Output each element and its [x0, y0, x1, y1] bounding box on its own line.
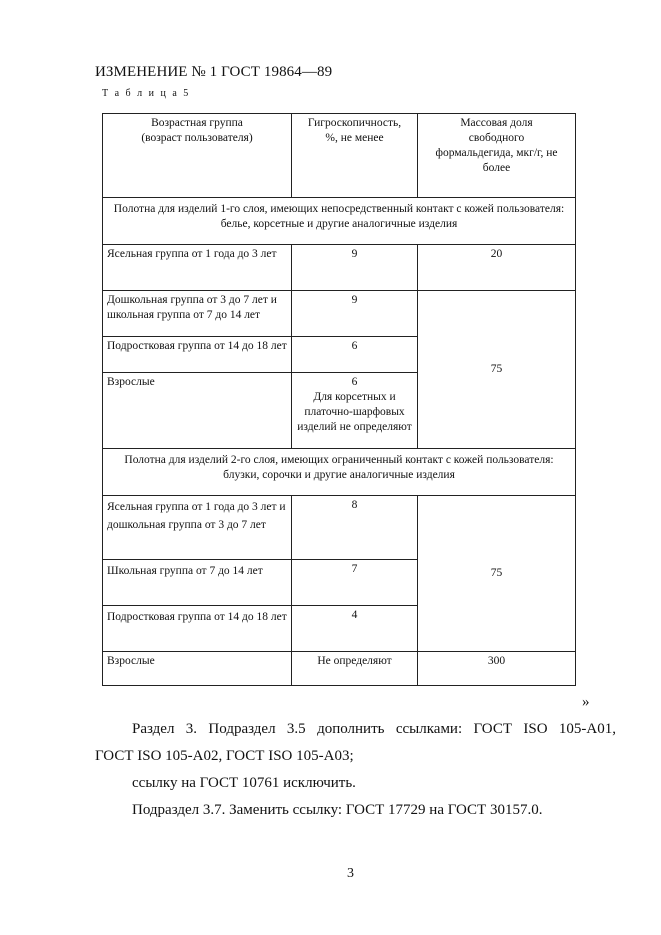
table-row	[103, 291, 576, 337]
age-group-cell: Школьная группа от 7 до 14 лет	[103, 560, 292, 606]
hygroscopicity-cell: 9	[292, 245, 418, 291]
table-row	[103, 652, 576, 686]
table-header-row	[103, 114, 576, 198]
paragraph-exclude-reference: ссылку на ГОСТ 10761 исключить.	[132, 775, 356, 791]
formaldehyde-merged-cell: 75	[418, 291, 576, 449]
paragraph-section-3-5-cont: ГОСТ ISO 105-A02, ГОСТ ISO 105-A03;	[95, 748, 354, 764]
formaldehyde-cell: 300	[418, 652, 576, 686]
formaldehyde-merged-cell: 75	[418, 496, 576, 652]
age-group-cell: Ясельная группа от 1 года до 3 лет	[103, 245, 292, 291]
column-header-formaldehyde: Массовая доля свободного формальдегида, мкг/г, не более	[418, 114, 576, 198]
section-title-layer-2: Полотна для изделий 2-го слоя, имеющих ограниченный контакт с кожей пользователя: блузки, сорочки и другие аналогичные изделия	[103, 449, 576, 496]
hygroscopicity-cell: 6 Для корсетных и платочно-шарфовых изделий не определяют	[292, 373, 418, 449]
column-header-age-group: Возрастная группа (возраст пользователя)	[103, 114, 292, 198]
column-header-hygroscopicity: Гигроскопичность, %, не менее	[292, 114, 418, 198]
age-group-cell: Дошкольная группа от 3 до 7 лет и школьная группа от 7 до 14 лет	[103, 291, 292, 337]
paragraph-section-3-7: Подраздел 3.7. Заменить ссылку: ГОСТ 17729 на ГОСТ 30157.0.	[132, 802, 543, 818]
section-row	[103, 449, 576, 496]
document-title: ИЗМЕНЕНИЕ № 1 ГОСТ 19864—89	[95, 64, 333, 80]
paragraph-section-3-5: Раздел 3. Подраздел 3.5 дополнить ссылками: ГОСТ ISO 105-A01,	[132, 721, 616, 737]
table-row	[103, 245, 576, 291]
age-group-cell: Ясельная группа от 1 года до 3 лет и дошкольная группа от 3 до 7 лет	[103, 496, 292, 560]
formaldehyde-cell: 20	[418, 245, 576, 291]
hygroscopicity-cell: Не определяют	[292, 652, 418, 686]
section-title-layer-1: Полотна для изделий 1-го слоя, имеющих непосредственный контакт с кожей пользователя: белье, корсетные и другие аналогичные изделия	[103, 198, 576, 245]
age-group-cell: Подростковая группа от 14 до 18 лет	[103, 337, 292, 373]
section-row	[103, 198, 576, 245]
hygroscopicity-cell: 6	[292, 337, 418, 373]
hygroscopicity-cell: 4	[292, 606, 418, 652]
page-number: 3	[347, 866, 354, 881]
table-label: Т а б л и ц а 5	[102, 88, 191, 99]
age-group-cell: Взрослые	[103, 373, 292, 449]
age-group-cell: Взрослые	[103, 652, 292, 686]
hygroscopicity-cell: 9	[292, 291, 418, 337]
closing-quote: »	[582, 694, 590, 710]
age-group-cell: Подростковая группа от 14 до 18 лет	[103, 606, 292, 652]
hygroscopicity-cell: 7	[292, 560, 418, 606]
requirements-table	[102, 113, 576, 686]
hygroscopicity-cell: 8	[292, 496, 418, 560]
table-row	[103, 496, 576, 560]
